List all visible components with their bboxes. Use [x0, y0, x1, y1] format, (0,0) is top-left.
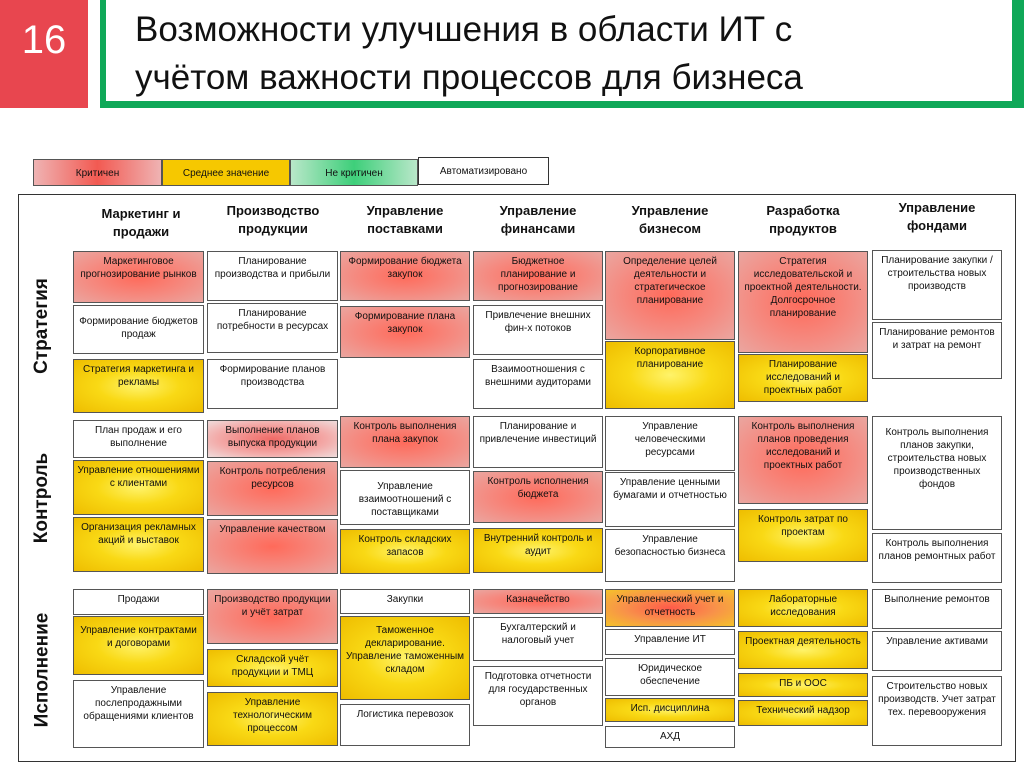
process-cell: Управление активами [872, 631, 1002, 671]
process-cell: Контроль выполнения планов ремонтных работ [872, 533, 1002, 583]
process-cell: Планирование исследований и проектных работ [738, 354, 868, 402]
row-label-execution: Исполнение [31, 612, 53, 728]
column-header-marketing: Маркетинг и продажи [101, 206, 181, 239]
process-cell: Стратегия маркетинга и рекламы [73, 359, 204, 413]
process-cell: Казначейство [473, 589, 603, 614]
process-cell: Внутренний контроль и аудит [473, 528, 603, 573]
process-cell: Формирование бюджетов продаж [73, 305, 204, 354]
process-cell: Организация рекламных акций и выставок [73, 517, 204, 572]
process-cell: Управление ценными бумагами и отчетностью [605, 472, 735, 527]
slide-title-line-1: Возможности улучшения в области ИТ с [135, 10, 793, 49]
process-cell: Бюджетное планирование и прогнозирование [473, 251, 603, 301]
process-cell: Стратегия исследовательской и проектной деятельности. Долгосрочное планирование [738, 251, 868, 353]
process-cell: Таможенное декларирование. Управление таможенным складом [340, 616, 470, 700]
slide-number-box [0, 0, 88, 108]
process-cell: Планирование и привлечение инвестиций [473, 416, 603, 468]
process-cell: Планирование ремонтов и затрат на ремонт [872, 322, 1002, 379]
process-cell: Логистика перевозок [340, 704, 470, 746]
process-cell: Контроль выполнения планов закупки, строительства новых производственных фондов [872, 416, 1002, 530]
slide-number: 16 [21, 18, 67, 62]
process-cell: Выполнение ремонтов [872, 589, 1002, 629]
process-cell: Складской учёт продукции и ТМЦ [207, 649, 338, 687]
process-cell: Взаимоотношения с внешними аудиторами [473, 359, 603, 409]
process-cell: Подготовка отчетности для государственных органов [473, 666, 603, 726]
process-cell: Управление взаимоотношений с поставщиками [340, 470, 470, 525]
process-cell: Юридическое обеспечение [605, 658, 735, 696]
process-cell: Привлечение внешних фин-х потоков [473, 305, 603, 355]
process-cell: Управление отношениями с клиентами [73, 460, 204, 515]
process-cell: Контроль исполнения бюджета [473, 471, 603, 523]
row-label-control: Контроль [31, 452, 53, 544]
slide-title-line-2: учётом важности процессов для бизнеса [135, 58, 803, 97]
process-cell: Управление человеческими ресурсами [605, 416, 735, 471]
process-cell: Корпоративное планирование [605, 341, 735, 409]
process-cell: Управление контрактами и договорами [73, 616, 204, 675]
process-cell: ПБ и ООС [738, 673, 868, 697]
process-cell: Производство продукции и учёт затрат [207, 589, 338, 644]
process-cell: Исп. дисциплина [605, 698, 735, 722]
process-cell: Управление технологическим процессом [207, 692, 338, 746]
process-cell: Закупки [340, 589, 470, 614]
process-cell: Планирование производства и прибыли [207, 251, 338, 301]
process-cell: Формирование плана закупок [340, 306, 470, 358]
process-cell: Проектная деятельность [738, 631, 868, 669]
process-cell: Контроль затрат по проектам [738, 509, 868, 562]
process-cell: Планирование потребности в ресурсах [207, 303, 338, 353]
process-cell: Управление послепродажными обращениями клиентов [73, 680, 204, 748]
process-cell: Маркетинговое прогнозирование рынков [73, 251, 204, 303]
column-header-supply: Управление поставками [366, 203, 444, 236]
process-cell: АХД [605, 726, 735, 748]
legend-medium: Среднее значение [162, 159, 290, 186]
process-cell: Выполнение планов выпуска продукции [207, 420, 338, 458]
process-cell: Бухгалтерский и налоговый учет [473, 617, 603, 661]
process-cell: Контроль выполнения планов проведения исследований и проектных работ [738, 416, 868, 504]
process-cell: Управленческий учет и отчетность [605, 589, 735, 627]
process-cell: Строительство новых производств. Учет затрат тех. перевооружения [872, 676, 1002, 746]
process-cell: Формирование бюджета закупок [340, 251, 470, 301]
process-cell: Управление ИТ [605, 629, 735, 655]
column-header-products: Разработка продуктов [766, 203, 840, 236]
process-cell: Лабораторные исследования [738, 589, 868, 627]
process-cell: Определение целей деятельности и стратегическое планирование [605, 251, 735, 340]
column-header-assets: Управление фондами [898, 200, 976, 233]
process-cell: Контроль выполнения плана закупок [340, 416, 470, 468]
process-cell: Планирование закупки / строительства новых производств [872, 250, 1002, 320]
process-cell: Контроль потребления ресурсов [207, 461, 338, 516]
legend-not-critical: Не критичен [290, 159, 418, 186]
process-cell: Технический надзор [738, 700, 868, 726]
process-cell: План продаж и его выполнение [73, 420, 204, 458]
process-cell: Управление безопасностью бизнеса [605, 529, 735, 582]
column-header-finance: Управление финансами [499, 203, 577, 236]
legend-critical: Критичен [33, 159, 162, 186]
process-cell: Продажи [73, 589, 204, 615]
slide-title [135, 6, 1015, 102]
row-label-strategy: Стратегия [31, 278, 53, 374]
legend-automated: Автоматизировано [418, 157, 549, 185]
column-header-production: Производство продукции [226, 203, 320, 236]
process-cell: Формирование планов производства [207, 359, 338, 409]
column-header-business: Управление бизнесом [631, 203, 709, 236]
process-cell: Контроль складских запасов [340, 529, 470, 574]
process-cell: Управление качеством [207, 519, 338, 574]
